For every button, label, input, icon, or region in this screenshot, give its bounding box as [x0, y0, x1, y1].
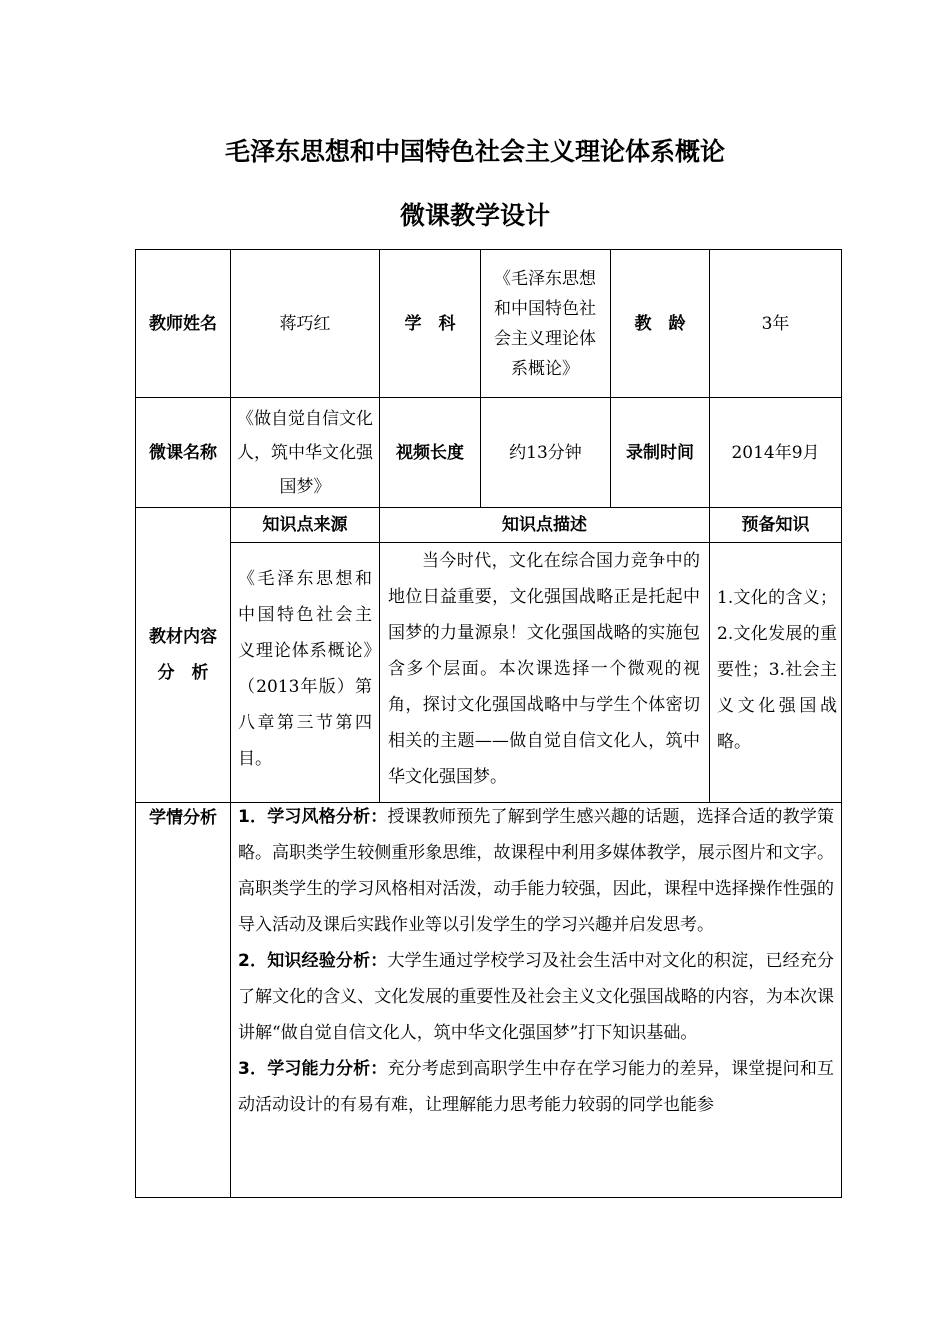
knowledge-source-text: 《毛泽东思想和中国特色社会主义理论体系概论》（2013年版）第八章第三节第四目。	[238, 569, 372, 769]
column-divider	[709, 507, 710, 803]
record-time-value: 2014年9月	[731, 442, 820, 463]
document-title: 毛泽东思想和中国特色社会主义理论体系概论	[224, 137, 725, 166]
paragraph-text: 充分考虑到高职学生中存在学习能力的差异，课堂提问和互动活动设计的有易有难，让理解能力思考能力较弱的同学也能参	[238, 1059, 834, 1115]
teacher-name-value: 蒋巧红	[279, 313, 331, 334]
document-subtitle: 微课教学设计	[399, 201, 550, 230]
learning-ability-paragraph	[238, 1051, 834, 1123]
content-analysis-label: 教材内容分 析	[149, 627, 217, 683]
knowledge-description-header: 知识点描述	[502, 515, 587, 535]
teaching-age-value: 3年	[761, 313, 790, 334]
learning-style-paragraph	[238, 799, 834, 943]
learner-analysis-content	[238, 799, 834, 1123]
paragraph-heading: 1．学习风格分析：	[238, 807, 388, 827]
table-border-bottom	[135, 1197, 842, 1198]
course-name-label: 微课名称	[149, 442, 217, 463]
subject-label: 学 科	[404, 313, 456, 334]
column-divider	[379, 507, 380, 803]
paragraph-text: 授课教师预先了解到学生感兴趣的话题，选择合适的教学策略。高职类学生较侧重形象思维，故课程中利用多媒体教学，展示图片和文字。高职类学生的学习风格相对活泼，动手能力较强，因此，课程中选择操作性强的导入活动及课后实践作业等以引发学生的学习兴趣并启发思考。	[238, 807, 834, 935]
knowledge-source-header: 知识点来源	[262, 515, 348, 535]
column-divider	[480, 249, 481, 398]
teaching-age-label: 教 龄	[634, 313, 686, 334]
subject-value: 《毛泽东思想和中国特色社会主义理论体系概论》	[494, 268, 596, 379]
learner-analysis-label: 学情分析	[149, 808, 217, 828]
video-length-value: 约13分钟	[509, 442, 582, 463]
table-border-right	[841, 249, 842, 1198]
prerequisite-header: 预备知识	[741, 515, 810, 535]
prerequisite-text: 1.文化的含义；2.文化发展的重要性；3.社会主义文化强国战略。	[717, 588, 837, 752]
teacher-name-label: 教师姓名	[149, 313, 217, 334]
video-length-label: 视频长度	[396, 442, 464, 463]
course-name-value: 《做自觉自信文化人，筑中华文化强国梦》	[237, 408, 373, 497]
knowledge-experience-paragraph	[238, 943, 834, 1051]
paragraph-text: 大学生通过学校学习及社会生活中对文化的积淀，已经充分了解文化的含义、文化发展的重要性及社会主义文化强国战略的内容，为本次课讲解“做自觉自信文化人，筑中华文化强国梦”打下知识基础。	[238, 951, 834, 1043]
paragraph-heading: 2．知识经验分析：	[238, 951, 388, 971]
paragraph-heading: 3．学习能力分析：	[238, 1059, 388, 1079]
knowledge-description-text: 当今时代，文化在综合国力竞争中的地位日益重要，文化强国战略正是托起中国梦的力量源泉！文化强国战略的实施包含多个层面。本次课选择一个微观的视角，探讨文化强国战略中与学生个体密切相关的主题——做自觉自信文化人，筑中华文化强国梦。	[388, 551, 700, 787]
record-time-label: 录制时间	[626, 442, 694, 463]
